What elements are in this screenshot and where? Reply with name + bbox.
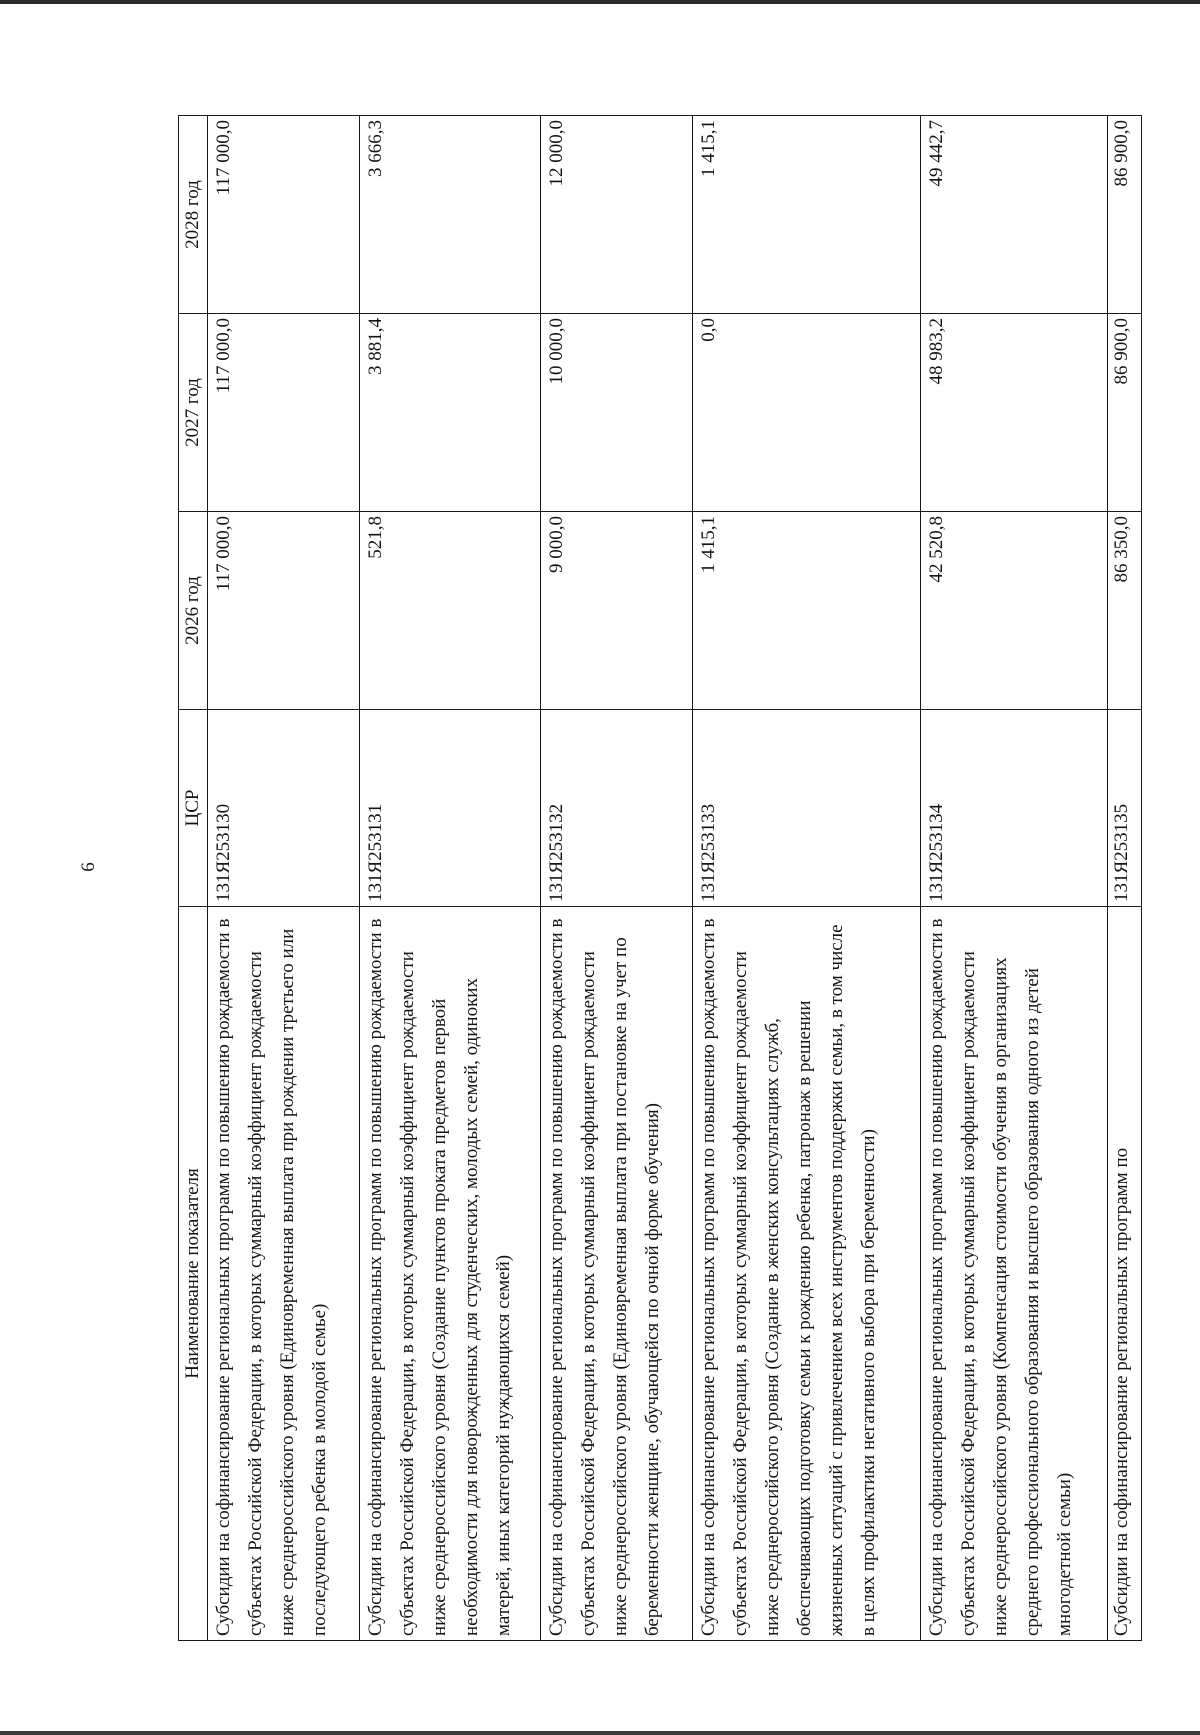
row-csr: 131Я253132 <box>541 710 693 907</box>
table-row <box>1107 116 1141 1641</box>
row-csr: 131Я253131 <box>359 710 541 907</box>
row-2026: 117 000,0 <box>208 512 360 710</box>
table-row <box>541 116 693 1641</box>
row-csr: 131Я253134 <box>921 710 1108 907</box>
row-2026: 42 520,8 <box>921 512 1108 710</box>
row-csr: 131Я253135 <box>1107 710 1141 907</box>
page-number: 6 <box>78 862 99 872</box>
row-csr: 131Я253133 <box>693 710 921 907</box>
row-2027: 0,0 <box>693 314 921 512</box>
table-row <box>208 116 360 1641</box>
subsidy-table <box>178 115 1142 1641</box>
header-2027: 2027 год <box>179 314 208 512</box>
row-2026: 521,8 <box>359 512 541 710</box>
row-2026: 1 415,1 <box>693 512 921 710</box>
row-name: Субсидии на софинансирование региональных программ по повышению рождаемости в субъектах Российской Федерации, в которых суммарный коэффициент рождаемости ниже среднероссийского уровня (Создание пунктов проката предметов первой необходимости для новорожденных для студенческих, молодых семей, одиноких матерей, иных категорий нуждающихся семей) <box>359 907 541 1641</box>
row-name: Субсидии на софинансирование региональных программ по повышению рождаемости в субъектах Российской Федерации, в которых суммарный коэффициент рождаемости ниже среднероссийского уровня (Единовременная выплата при рождении третьего или последующего ребенка в молодой семье) <box>208 907 360 1641</box>
row-name: Субсидии на софинансирование региональных программ по <box>1107 907 1141 1641</box>
row-name: Субсидии на софинансирование региональных программ по повышению рождаемости в субъектах Российской Федерации, в которых суммарный коэффициент рождаемости ниже среднероссийского уровня (Единовременная выплата при постановке на учет по беременности женщине, обучающейся по очной форме обучения) <box>541 907 693 1641</box>
table-row <box>921 116 1108 1641</box>
scan-edge-top <box>0 0 1200 4</box>
row-2028: 49 442,7 <box>921 116 1108 314</box>
row-2028: 3 666,3 <box>359 116 541 314</box>
row-name: Субсидии на софинансирование региональных программ по повышению рождаемости в субъектах Российской Федерации, в которых суммарный коэффициент рождаемости ниже среднероссийского уровня (Компенсация стоимости обучения в организациях среднего профессионального образования и высшего образования одного из детей многодетной семьи) <box>921 907 1108 1641</box>
row-2027: 117 000,0 <box>208 314 360 512</box>
header-2026: 2026 год <box>179 512 208 710</box>
rotated-table-container <box>178 116 1142 1641</box>
row-2027: 3 881,4 <box>359 314 541 512</box>
row-2027: 10 000,0 <box>541 314 693 512</box>
header-name: Наименование показателя <box>179 907 208 1641</box>
row-2028: 86 900,0 <box>1107 116 1141 314</box>
row-name: Субсидии на софинансирование региональных программ по повышению рождаемости в субъектах Российской Федерации, в которых суммарный коэффициент рождаемости ниже среднероссийского уровня (Создание в женских консультациях служб, обеспечивающих подготовку семьи к рождению ребенка, патронаж в решении жизненных ситуаций с привлечением всех инструментов поддержки семьи, в том числе в целях профилактики негативного выбора при беременности) <box>693 907 921 1641</box>
row-csr: 131Я253130 <box>208 710 360 907</box>
header-2028: 2028 год <box>179 116 208 314</box>
row-2028: 12 000,0 <box>541 116 693 314</box>
table-row <box>359 116 541 1641</box>
row-2027: 48 983,2 <box>921 314 1108 512</box>
scan-edge-bottom <box>0 1731 1200 1735</box>
row-2026: 9 000,0 <box>541 512 693 710</box>
header-csr: ЦСР <box>179 710 208 907</box>
row-2028: 1 415,1 <box>693 116 921 314</box>
row-2027: 86 900,0 <box>1107 314 1141 512</box>
table-header-row <box>179 116 208 1641</box>
table-row <box>693 116 921 1641</box>
row-2028: 117 000,0 <box>208 116 360 314</box>
row-2026: 86 350,0 <box>1107 512 1141 710</box>
